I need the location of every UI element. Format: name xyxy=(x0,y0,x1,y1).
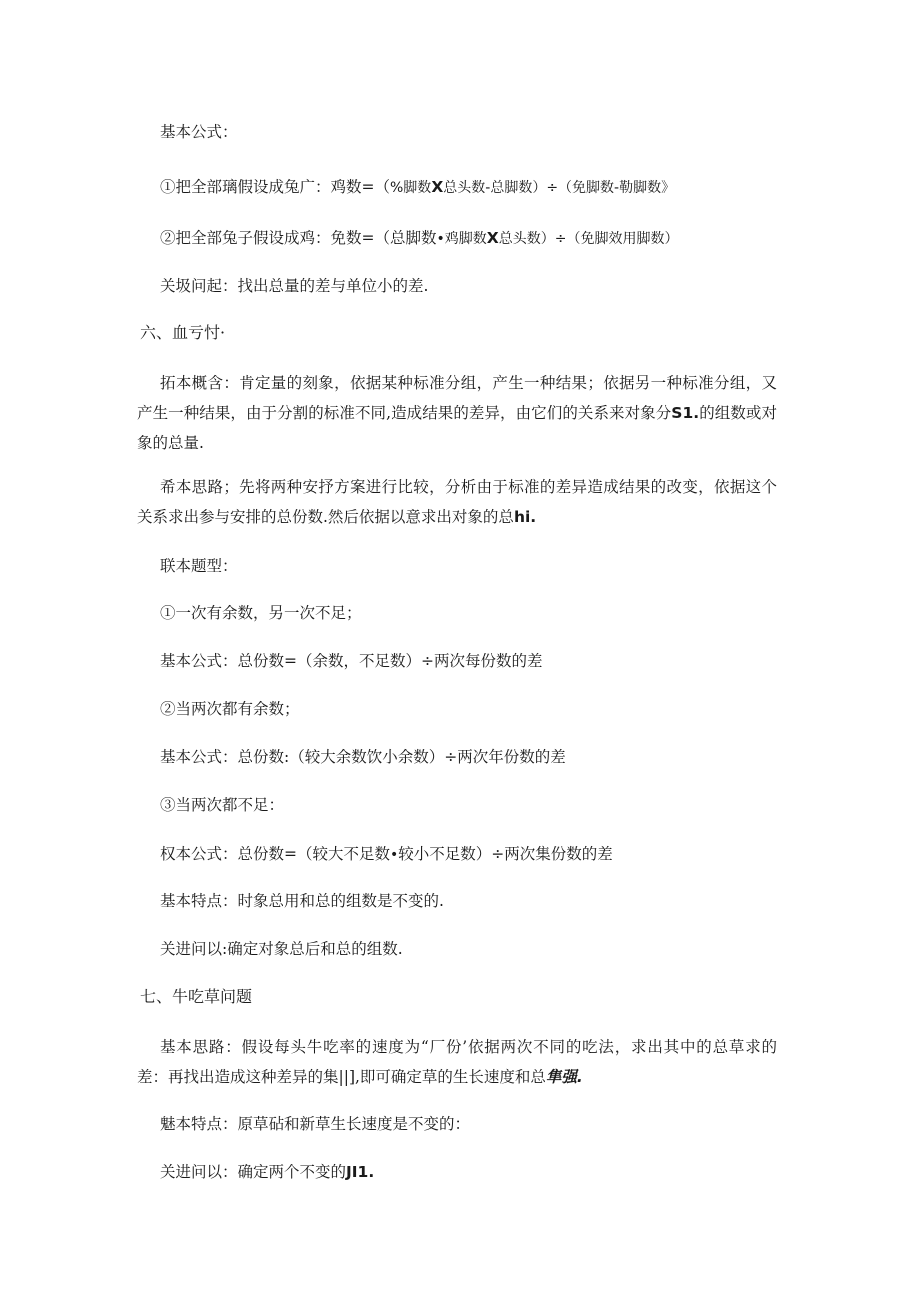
text-span: JI1. xyxy=(346,1163,375,1181)
text-span: 魅本特点：原草砧和新草生长速度是不变的： xyxy=(160,1115,471,1133)
text-span: ②当两次都有余数； xyxy=(160,700,300,718)
formula-rabbit-count xyxy=(160,227,678,250)
text-span: 权本公式：总份数=（较大不足数 xyxy=(160,845,390,863)
text-span: ①一次有余数，另一次不足； xyxy=(160,604,362,622)
text-span: S1. xyxy=(671,404,700,422)
basic-concept-paragraph xyxy=(137,368,777,458)
cow-grass-features-line xyxy=(160,1113,470,1135)
type-3-line xyxy=(160,794,284,816)
section-6-heading xyxy=(140,322,225,344)
key-question-line xyxy=(160,275,428,297)
text-span: ②把全部兔子假设成鸡：免数=（总脚数 xyxy=(160,229,437,247)
key-question-line-2 xyxy=(160,938,403,960)
text-span: 关进问以：确定两个不变的 xyxy=(160,1163,347,1181)
formula-type-1 xyxy=(160,650,542,672)
multiply-sign: X xyxy=(431,178,444,196)
formula-chicken-count xyxy=(160,176,675,199)
type-1-line xyxy=(160,602,362,624)
text-span: 基本公式： xyxy=(160,123,238,141)
formula-type-2 xyxy=(160,746,566,768)
multiply-sign: X xyxy=(486,229,499,247)
text-span: 鸡脚数 xyxy=(444,231,487,247)
text-span: 基本公式：总份数=（余数，不足数）÷两次每份数的差 xyxy=(160,652,543,670)
text-span: 关进问以:确定对象总后和总的组数. xyxy=(160,940,403,958)
bullet-glyph: • xyxy=(390,847,399,863)
text-span: 七、牛吃草问题 xyxy=(140,987,253,1006)
section-7-heading xyxy=(140,986,252,1008)
text-span: 总头数）÷（免脚效用脚数） xyxy=(498,231,679,247)
formula-type-3 xyxy=(160,843,613,866)
problem-types-label xyxy=(160,555,238,577)
text-span: 较小不足数）÷两次集份数的差 xyxy=(398,845,613,863)
text-span: 基本特点：时象总用和总的组数是不变的. xyxy=(160,892,444,910)
basic-formula-label xyxy=(160,121,238,143)
text-span: ③当两次都不足： xyxy=(160,796,285,814)
text-span: 基本思路：假设每头牛吃率的速度为“厂份’依据两次不同的吃法，求出其中的总草求的差：再找出造成这种差异的集||],即可确定草的生长速度和总 xyxy=(137,1038,777,1086)
text-span: 拓本概含：肯定量的刻象，依据某种标准分组，产生一种结果；依据另一种标准分组，又产生一种结果，由于分割的标准不同,造成结果的差异，由它们的关系来对象分 xyxy=(137,374,777,422)
basic-features-line xyxy=(160,890,444,912)
text-span: 的组数或对象的总量. xyxy=(137,404,777,452)
bullet-glyph: • xyxy=(436,231,445,247)
text-span: 六、血亏忖· xyxy=(140,323,226,342)
text-span: 基本公式：总份数:（较大余数饮小余数）÷两次年份数的差 xyxy=(160,748,566,766)
text-span: 希本思路；先将两种安抒方案进行比较，分析由于标准的差异造成结果的改变，依据这个关系求出参与安排的总份数.然后依据以意求出对象的总 xyxy=(137,478,777,526)
text-span: %脚数 xyxy=(390,180,432,196)
text-span: 联本题型： xyxy=(160,557,238,575)
text-span: 总头数-总脚数）÷（免脚数-勒脚数》 xyxy=(443,180,676,196)
cow-grass-key-line xyxy=(160,1161,374,1183)
cow-grass-idea-paragraph xyxy=(137,1032,777,1092)
type-2-line xyxy=(160,698,300,720)
text-span: 关圾问起：找出总量的差与单位小的差. xyxy=(160,277,429,295)
text-span: ①把全部璃假设成兔广：鸡数=（ xyxy=(160,178,390,196)
basic-idea-paragraph xyxy=(137,472,777,532)
text-span: hi. xyxy=(513,508,537,526)
text-span: 隼强. xyxy=(545,1068,583,1086)
